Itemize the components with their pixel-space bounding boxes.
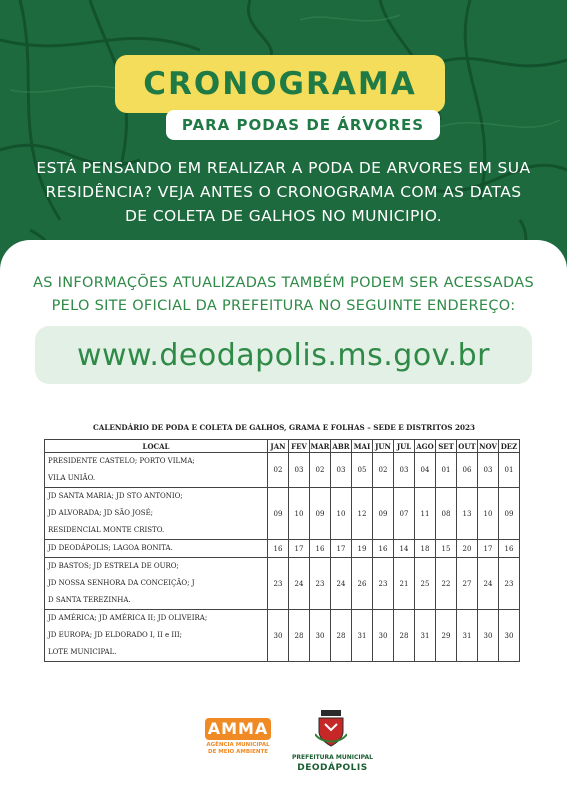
location-line: JD EUROPA; JD ELDORADO I, II e III; — [48, 631, 183, 639]
day-cell: 06 — [457, 453, 478, 488]
day-cell: 30 — [268, 610, 289, 662]
city-crest-icon — [315, 710, 347, 748]
day-cell: 03 — [478, 453, 499, 488]
prefeitura-logo — [285, 708, 380, 778]
day-cell: 01 — [499, 453, 520, 488]
table-row — [45, 488, 520, 540]
day-cell: 16 — [310, 540, 331, 558]
day-cell: 18 — [415, 540, 436, 558]
day-cell: 11 — [415, 488, 436, 540]
month-header: MAR — [310, 441, 330, 451]
location-line: VILA UNIÃO. — [48, 474, 96, 482]
day-cell: 17 — [478, 540, 499, 558]
day-cell: 04 — [415, 453, 436, 488]
location-line: JD NOSSA SENHORA DA CONCEIÇÃO; J — [48, 579, 195, 587]
day-cell: 23 — [268, 558, 289, 610]
day-cell: 31 — [352, 610, 373, 662]
month-header: MAI — [352, 440, 373, 453]
day-cell: 13 — [457, 488, 478, 540]
month-header: JAN — [268, 440, 289, 453]
day-cell: 23 — [499, 558, 520, 610]
day-cell: 02 — [310, 453, 331, 488]
info-text — [20, 272, 547, 318]
calendar-title: CALENDÁRIO DE PODA E COLETA DE GALHOS, GRAMA E FOLHAS – SEDE E DISTRITOS 2023 — [93, 423, 475, 432]
day-cell: 10 — [331, 488, 352, 540]
day-cell: 28 — [289, 610, 310, 662]
table-row — [45, 610, 520, 662]
local-header: LOCAL — [45, 440, 268, 453]
month-header: JUL — [394, 440, 415, 453]
day-cell: 05 — [352, 453, 373, 488]
amma-line: AGÊNCIA MUNICIPAL — [206, 742, 270, 748]
location-cell — [45, 558, 268, 610]
day-cell: 28 — [394, 610, 415, 662]
day-cell: 17 — [289, 540, 310, 558]
day-cell: 03 — [394, 453, 415, 488]
day-cell: 09 — [268, 488, 289, 540]
location-line: LOTE MUNICIPAL. — [48, 648, 117, 656]
intro-line: ESTÁ PENSANDO EM REALIZAR A PODA DE ARVORES EM SUA — [36, 159, 531, 177]
table-row — [45, 540, 520, 558]
location-line: PRESIDENTE CASTELO; PORTO VILMA; — [48, 457, 195, 465]
day-cell: 07 — [394, 488, 415, 540]
day-cell: 29 — [436, 610, 457, 662]
month-header: JUN — [373, 440, 394, 453]
day-cell: 03 — [289, 453, 310, 488]
day-cell: 24 — [478, 558, 499, 610]
location-line: RESIDENCIAL MONTE CRISTO. — [48, 526, 165, 534]
month-header: AGO — [416, 441, 434, 451]
day-cell: 31 — [457, 610, 478, 662]
day-cell: 09 — [373, 488, 394, 540]
day-cell: 02 — [268, 453, 289, 488]
website-link[interactable] — [35, 326, 532, 384]
day-cell: 23 — [373, 558, 394, 610]
title-banner — [115, 55, 445, 113]
day-cell: 08 — [436, 488, 457, 540]
website-url[interactable]: www.deodapolis.ms.gov.br — [76, 337, 491, 373]
day-cell: 27 — [457, 558, 478, 610]
day-cell: 28 — [331, 610, 352, 662]
day-cell: 10 — [289, 488, 310, 540]
day-cell: 12 — [352, 488, 373, 540]
amma-wordmark: AMMA — [205, 718, 271, 740]
day-cell: 15 — [436, 540, 457, 558]
day-cell: 24 — [331, 558, 352, 610]
location-line: JD BASTOS; JD ESTRELA DE OURO; — [48, 562, 179, 570]
location-line: JD AMÉRICA; JD AMÉRICA II; JD OLIVEIRA; — [48, 614, 208, 622]
day-cell: 16 — [373, 540, 394, 558]
amma-line: DE MEIO AMBIENTE — [208, 749, 268, 755]
day-cell: 20 — [457, 540, 478, 558]
day-cell: 03 — [331, 453, 352, 488]
day-cell: 23 — [310, 558, 331, 610]
day-cell: 16 — [268, 540, 289, 558]
table-row — [45, 453, 520, 488]
location-cell — [45, 488, 268, 540]
intro-line: DE COLETA DE GALHOS NO MUNICIPIO. — [124, 207, 443, 225]
day-cell: 26 — [352, 558, 373, 610]
location-cell — [45, 540, 268, 558]
month-header: NOV — [479, 441, 497, 451]
location-line: JD ALVORADA; JD SÃO JOSÉ; — [48, 509, 154, 517]
month-header: FEV — [289, 440, 310, 453]
day-cell: 17 — [331, 540, 352, 558]
day-cell: 19 — [352, 540, 373, 558]
day-cell: 10 — [478, 488, 499, 540]
day-cell: 09 — [310, 488, 331, 540]
day-cell: 30 — [478, 610, 499, 662]
prefeitura-label: PREFEITURA MUNICIPAL — [292, 754, 373, 761]
page-title: CRONOGRAMA — [143, 66, 417, 102]
day-cell: 09 — [499, 488, 520, 540]
calendar-header-row — [45, 440, 520, 453]
location-line: D SANTA TEREZINHA. — [48, 596, 131, 604]
day-cell: 30 — [499, 610, 520, 662]
location-cell — [45, 610, 268, 662]
day-cell: 30 — [310, 610, 331, 662]
info-line: AS INFORMAÇÕES ATUALIZADAS TAMBÉM PODEM SER ACESSADAS — [33, 275, 534, 291]
table-row — [45, 558, 520, 610]
day-cell: 25 — [415, 558, 436, 610]
intro-text — [20, 156, 547, 228]
location-line: JD DEODÁPOLIS; LAGOA BONITA. — [48, 544, 173, 552]
day-cell: 22 — [436, 558, 457, 610]
day-cell: 30 — [373, 610, 394, 662]
month-header: OUT — [458, 441, 476, 451]
month-header: DEZ — [499, 440, 520, 453]
location-line: JD SANTA MARIA; JD STO ANTONIO; — [48, 492, 183, 500]
day-cell: 21 — [394, 558, 415, 610]
info-line: PELO SITE OFICIAL DA PREFEITURA NO SEGUINTE ENDEREÇO: — [51, 298, 516, 314]
day-cell: 24 — [289, 558, 310, 610]
day-cell: 16 — [499, 540, 520, 558]
location-cell — [45, 453, 268, 488]
day-cell: 14 — [394, 540, 415, 558]
intro-line: RESIDÊNCIA? VEJA ANTES O CRONOGRAMA COM AS DATAS — [45, 183, 522, 201]
day-cell: 31 — [415, 610, 436, 662]
calendar-table — [44, 439, 520, 662]
prefeitura-city: DEODÁPOLIS — [297, 763, 368, 773]
day-cell: 01 — [436, 453, 457, 488]
page-subtitle: PARA PODAS DE ÁRVORES — [181, 116, 425, 134]
day-cell: 02 — [373, 453, 394, 488]
subtitle-banner — [166, 110, 440, 140]
amma-logo — [203, 718, 273, 756]
month-header: SET — [436, 440, 457, 453]
month-header: ABR — [332, 441, 350, 451]
